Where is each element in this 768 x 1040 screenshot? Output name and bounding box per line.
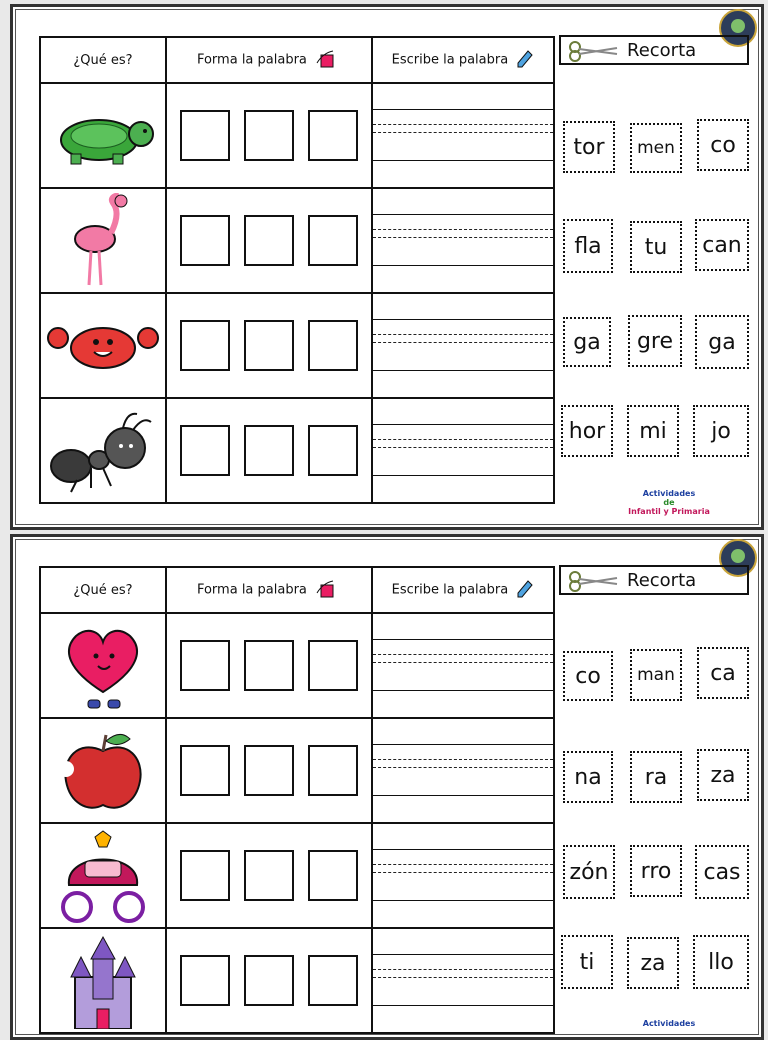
syllable-tile[interactable]: za: [697, 749, 749, 801]
logo-line3: Infantil y Primaria: [628, 507, 710, 516]
writing-lines[interactable]: [373, 189, 553, 292]
syllable-tile[interactable]: na: [563, 751, 613, 803]
recorta-label: Recorta: [627, 39, 697, 61]
header-escribe-label: Escribe la palabra: [391, 52, 509, 68]
crab-icon: [46, 316, 160, 376]
picture-heart: [41, 614, 165, 717]
letter-box[interactable]: [308, 640, 358, 691]
picture-apple: [41, 719, 165, 822]
picture-carriage: [41, 824, 165, 927]
apple-icon: [58, 729, 148, 813]
letter-box[interactable]: [244, 745, 294, 796]
ant-icon: [47, 408, 159, 494]
recorta-header: [559, 35, 749, 65]
logo-line1: Actividades: [642, 1019, 696, 1028]
worksheet-table-2: [39, 566, 555, 1034]
writing-lines[interactable]: [373, 294, 553, 397]
letter-box[interactable]: [308, 320, 358, 371]
letter-box[interactable]: [180, 110, 230, 161]
picture-crab: [41, 294, 165, 397]
letter-box[interactable]: [308, 955, 358, 1006]
header-forma-label: Forma la palabra: [196, 582, 307, 598]
syllable-tile[interactable]: mi: [627, 405, 679, 457]
letter-box[interactable]: [244, 320, 294, 371]
letter-box[interactable]: [180, 320, 230, 371]
picture-castle: [41, 929, 165, 1032]
letter-box[interactable]: [244, 955, 294, 1006]
syllable-tile[interactable]: ra: [630, 751, 682, 803]
picture-ant: [41, 399, 165, 502]
picture-flamingo: [41, 189, 165, 292]
syllable-tile[interactable]: gre: [628, 315, 682, 367]
letter-box[interactable]: [308, 110, 358, 161]
syllable-tile[interactable]: jo: [693, 405, 749, 457]
letter-box[interactable]: [308, 215, 358, 266]
scissors-icon: [567, 40, 621, 62]
writing-lines[interactable]: [373, 719, 553, 822]
letter-box[interactable]: [180, 640, 230, 691]
syllable-tile[interactable]: co: [697, 119, 749, 171]
turtle-icon: [49, 106, 157, 166]
letter-box[interactable]: [180, 955, 230, 1006]
letter-box[interactable]: [308, 850, 358, 901]
recorta-label: Recorta: [627, 569, 697, 591]
letter-box[interactable]: [180, 425, 230, 476]
syllable-tile[interactable]: rro: [630, 845, 682, 897]
pencil-hand-icon: [516, 579, 534, 601]
syllable-tile[interactable]: can: [695, 219, 749, 271]
worksheet-2: [10, 534, 764, 1040]
syllable-tile[interactable]: men: [630, 123, 682, 173]
writing-lines[interactable]: [373, 399, 553, 502]
syllable-tile[interactable]: ca: [697, 647, 749, 699]
letter-box[interactable]: [244, 640, 294, 691]
scissors-icon: [567, 570, 621, 592]
syllable-tile[interactable]: tor: [563, 121, 615, 173]
syllable-tile[interactable]: ga: [563, 317, 611, 367]
letter-box[interactable]: [244, 215, 294, 266]
syllable-tile[interactable]: cas: [695, 845, 749, 899]
letter-box[interactable]: [308, 425, 358, 476]
logo-line1: Actividades: [642, 489, 696, 498]
letter-box[interactable]: [244, 110, 294, 161]
writing-lines[interactable]: [373, 614, 553, 717]
syllable-tile[interactable]: ti: [561, 935, 613, 989]
header-que-es: ¿Qué es?: [40, 37, 166, 83]
letter-box[interactable]: [244, 425, 294, 476]
letter-box[interactable]: [180, 850, 230, 901]
syllable-tile[interactable]: za: [627, 937, 679, 989]
header-escribe: [372, 37, 554, 83]
castle-icon: [63, 933, 143, 1029]
syllable-tile[interactable]: llo: [693, 935, 749, 989]
syllable-tile[interactable]: fla: [563, 219, 613, 273]
heart-icon: [58, 620, 148, 712]
syllable-tile[interactable]: hor: [561, 405, 613, 457]
syllable-tile[interactable]: ga: [695, 315, 749, 369]
recorta-header: [559, 565, 749, 595]
worksheet-1: [10, 4, 764, 530]
header-escribe-label: Escribe la palabra: [391, 582, 509, 598]
hand-tiles-icon: [315, 49, 341, 71]
publisher-logo: [619, 489, 719, 516]
hand-tiles-icon: [315, 579, 341, 601]
syllable-tile[interactable]: zón: [563, 845, 615, 899]
header-forma: [166, 37, 372, 83]
header-escribe: [372, 567, 554, 613]
writing-lines[interactable]: [373, 929, 553, 1032]
carriage-icon: [55, 827, 151, 925]
letter-box[interactable]: [180, 215, 230, 266]
header-forma: [166, 567, 372, 613]
header-que-es: ¿Qué es?: [40, 567, 166, 613]
flamingo-icon: [63, 193, 143, 289]
header-forma-label: Forma la palabra: [196, 52, 307, 68]
letter-box[interactable]: [244, 850, 294, 901]
pencil-hand-icon: [516, 49, 534, 71]
letter-box[interactable]: [308, 745, 358, 796]
picture-turtle: [41, 84, 165, 187]
letter-box[interactable]: [180, 745, 230, 796]
writing-lines[interactable]: [373, 824, 553, 927]
logo-line2: de: [663, 498, 675, 507]
worksheet-table-1: [39, 36, 555, 504]
syllable-tile[interactable]: co: [563, 651, 613, 701]
syllable-tile[interactable]: man: [630, 649, 682, 701]
syllable-tile[interactable]: tu: [630, 221, 682, 273]
writing-lines[interactable]: [373, 84, 553, 187]
